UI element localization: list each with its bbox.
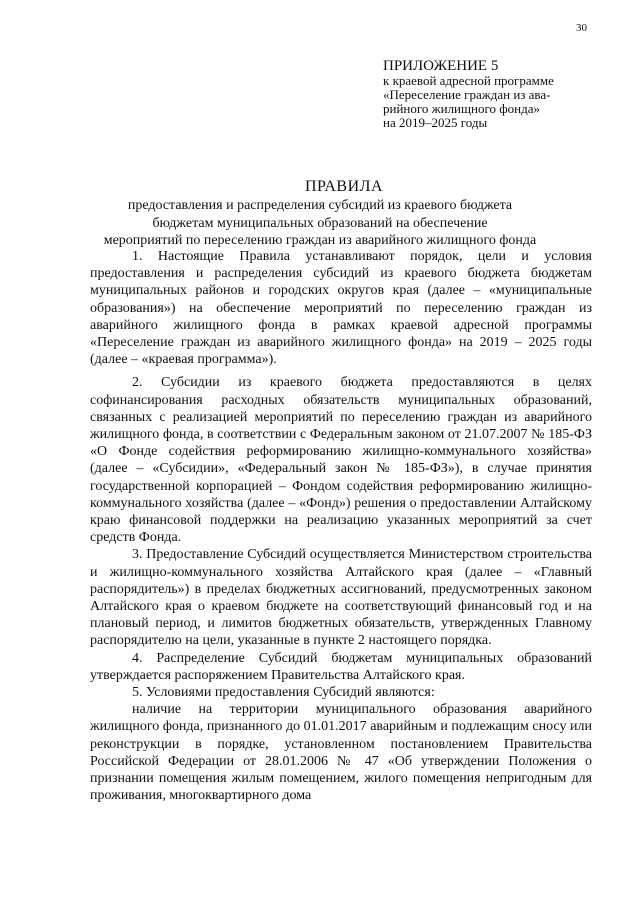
paragraph-5: 5. Условиями предоставления Субсидий являются: <box>132 685 435 701</box>
heading-subtitle-line: бюджетам муниципальных образований на обеспечение <box>152 215 488 231</box>
appendix-title: ПРИЛОЖЕНИЕ 5 <box>383 58 499 74</box>
paragraph-5-condition: наличие на территории муниципального образования аварийного жилищного фонда, признанного до 01.01.2017 аварийным и подлежащим сносу или реконструкции в порядке, установленном постановлением Правительства Российской Федерации от 28.01.2006 № 47 «Об утверждении Положения о признании помещения жилым помещением, жилого помещения непригодным для проживания, многоквартирного дома <box>90 702 592 804</box>
heading-subtitle-line: мероприятий по переселению граждан из аварийного жилищного фонда <box>103 233 537 248</box>
document-heading <box>0 178 640 249</box>
appendix-line: рийного жилищного фонда» <box>383 101 541 116</box>
paragraph-2: 2. Субсидии из краевого бюджета предоставляются в целях софинансирования расходных обязательств муниципальных образований, связанных с реализацией мероприятий по переселению граждан из аварийного жилищного фонда, в соответствии с Федеральным законом от 21.07.2007 № 185-ФЗ «О Фонде содействия реформированию жилищно-коммунального хозяйства» (далее – «Субсидии», «Федеральный закон № 185-ФЗ»), в случае принятия государственной корпорацией – Фондом содействия реформированию жилищно-коммунального хозяйства (далее – «Фонд») решения о предоставлении Алтайскому краю финансовой поддержки на реализацию указанных мероприятий за счет средств Фонда. <box>90 375 592 546</box>
paragraph-1: 1. Настоящие Правила устанавливают порядок, цели и условия предоставления и распределения субсидий из краевого бюджета бюджетам муниципальных районов и городских округов края (далее – «муниципальные образования») на обеспечение мероприятий по переселению граждан из аварийного жилищного фонда в рамках краевой адресной программы «Переселение граждан из аварийного жилищного фонда» на 2019 – 2025 годы (далее – «краевая программа»). <box>90 249 592 368</box>
appendix-line: «Переселение граждан из ава- <box>383 87 551 102</box>
paragraph-4: 4. Распределение Субсидий бюджетам муниципальных образований утверждается распоряжением Правительства Алтайского края. <box>90 650 592 683</box>
heading-title: ПРАВИЛА <box>304 178 384 195</box>
appendix-block <box>383 58 613 130</box>
paragraph-3: 3. Предоставление Субсидий осуществляется Министерством строительства и жилищно-коммунального хозяйства Алтайского края (далее – «Главный распорядитель») в пределах бюджетных ассигнований, предусмотренных законом Алтайского края о краевом бюджете на соответствующий финансовый год и на плановый период, и лимитов бюджетных обязательств, утвержденных Главному распорядителю на цели, указанные в пункте 2 настоящего порядка. <box>90 547 592 649</box>
heading-subtitle-line: предоставления и распределения субсидий из краевого бюджета <box>127 198 513 213</box>
page-number: 30 <box>576 22 587 34</box>
document-body <box>90 248 592 805</box>
appendix-line: к краевой адресной программе <box>383 73 554 88</box>
appendix-line: на 2019–2025 годы <box>383 115 488 130</box>
